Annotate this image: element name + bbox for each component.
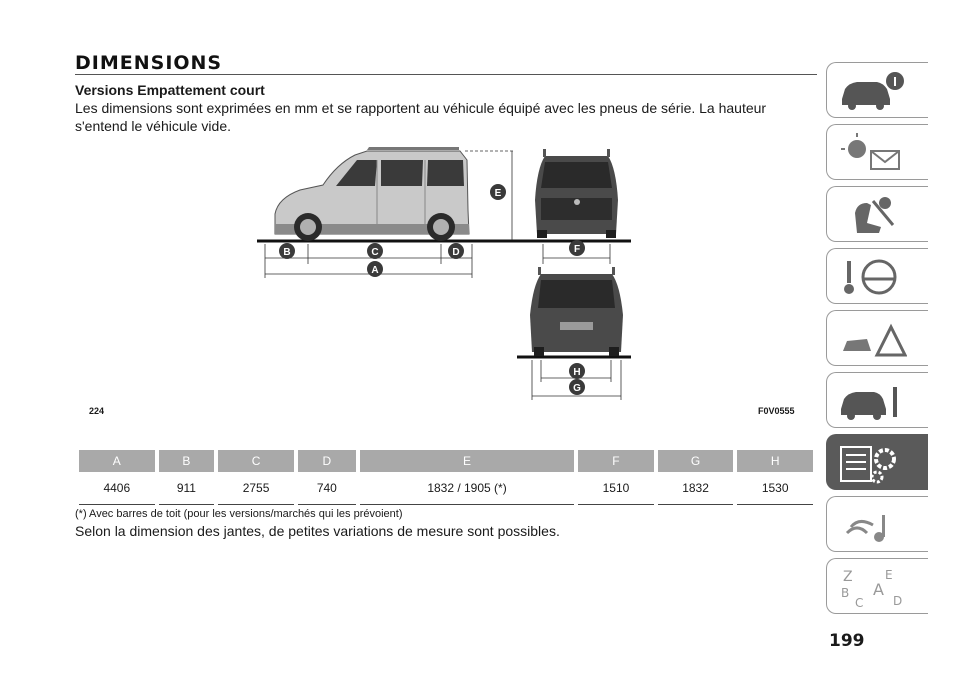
table-header-cell: A bbox=[79, 450, 155, 472]
table-cell: 1832 / 1905 (*) bbox=[360, 472, 574, 505]
index-letters-icon bbox=[837, 565, 907, 609]
airbag-seat-icon bbox=[837, 193, 907, 237]
footnote: (*) Avec barres de toit (pour les versions/marchés qui les prévoient) bbox=[75, 508, 403, 520]
svg-text:B: B bbox=[841, 586, 850, 600]
lights-message-icon bbox=[837, 131, 907, 175]
rear-view-vehicle bbox=[517, 267, 631, 357]
page-title: DIMENSIONS bbox=[75, 52, 223, 74]
table-cell: 2755 bbox=[218, 472, 294, 505]
marker-e bbox=[490, 184, 506, 200]
svg-text:H: H bbox=[573, 367, 581, 378]
vehicle-dimensions-diagram bbox=[75, 140, 805, 440]
table-header-cell: E bbox=[360, 450, 574, 472]
marker-b bbox=[279, 243, 295, 259]
svg-text:E: E bbox=[494, 188, 502, 199]
svg-text:B: B bbox=[283, 247, 291, 258]
tab-technical-data[interactable] bbox=[826, 434, 928, 490]
figure-code: F0V0555 bbox=[758, 406, 795, 416]
svg-text:Z: Z bbox=[843, 569, 853, 585]
tab-driving[interactable] bbox=[826, 248, 928, 304]
svg-text:C: C bbox=[371, 247, 379, 258]
car-wrench-icon bbox=[837, 379, 907, 423]
svg-text:E: E bbox=[885, 568, 893, 582]
steering-wheel-icon bbox=[837, 255, 907, 299]
multimedia-icon bbox=[837, 503, 907, 547]
title-divider bbox=[75, 74, 817, 75]
table-header-cell: G bbox=[658, 450, 734, 472]
table-cell: 911 bbox=[159, 472, 215, 505]
svg-text:A: A bbox=[371, 265, 379, 276]
intro-paragraph: Les dimensions sont exprimées en mm et se rapportent au véhicule équipé avec les pneus de série. La hauteur s'entend le véhicule vide. bbox=[75, 100, 767, 134]
table-cell: 740 bbox=[298, 472, 356, 505]
tab-car-info[interactable] bbox=[826, 62, 928, 118]
closing-paragraph: Selon la dimension des jantes, de petites variations de mesure sont possibles. bbox=[75, 523, 560, 539]
marker-h bbox=[569, 363, 585, 379]
figure-number: 224 bbox=[89, 406, 105, 416]
dimension-e bbox=[465, 151, 515, 240]
table-header-row bbox=[79, 450, 813, 472]
table-header-cell: H bbox=[737, 450, 813, 472]
svg-text:F: F bbox=[573, 244, 581, 255]
tab-safety[interactable] bbox=[826, 186, 928, 242]
marker-f bbox=[569, 240, 585, 256]
table-cell: 4406 bbox=[79, 472, 155, 505]
table-row bbox=[79, 472, 813, 505]
specs-gear-icon bbox=[837, 441, 907, 485]
page-number: 199 bbox=[829, 631, 865, 651]
side-view-vehicle bbox=[257, 147, 550, 241]
table-cell: 1510 bbox=[578, 472, 654, 505]
svg-text:D: D bbox=[893, 594, 903, 608]
marker-d bbox=[448, 243, 464, 259]
svg-text:G: G bbox=[573, 383, 581, 394]
svg-text:C: C bbox=[855, 596, 864, 609]
tab-emergency[interactable] bbox=[826, 310, 928, 366]
marker-g bbox=[569, 379, 585, 395]
table-header-cell: B bbox=[159, 450, 215, 472]
section-subtitle: Versions Empattement court bbox=[75, 82, 265, 98]
tab-index[interactable] bbox=[826, 558, 928, 614]
svg-text:A: A bbox=[873, 580, 884, 599]
table-header-cell: C bbox=[218, 450, 294, 472]
table-header-cell: D bbox=[298, 450, 356, 472]
car-info-icon bbox=[837, 69, 907, 113]
front-view-vehicle bbox=[520, 149, 631, 241]
table-cell: 1530 bbox=[737, 472, 813, 505]
table-header-cell: F bbox=[578, 450, 654, 472]
marker-c bbox=[367, 243, 383, 259]
dimensions-table bbox=[75, 450, 817, 505]
tab-lights-messages[interactable] bbox=[826, 124, 928, 180]
tab-maintenance[interactable] bbox=[826, 372, 928, 428]
tab-multimedia[interactable] bbox=[826, 496, 928, 552]
svg-text:D: D bbox=[452, 247, 460, 258]
emergency-triangle-icon bbox=[837, 317, 907, 361]
table-cell: 1832 bbox=[658, 472, 734, 505]
marker-a bbox=[367, 261, 383, 277]
